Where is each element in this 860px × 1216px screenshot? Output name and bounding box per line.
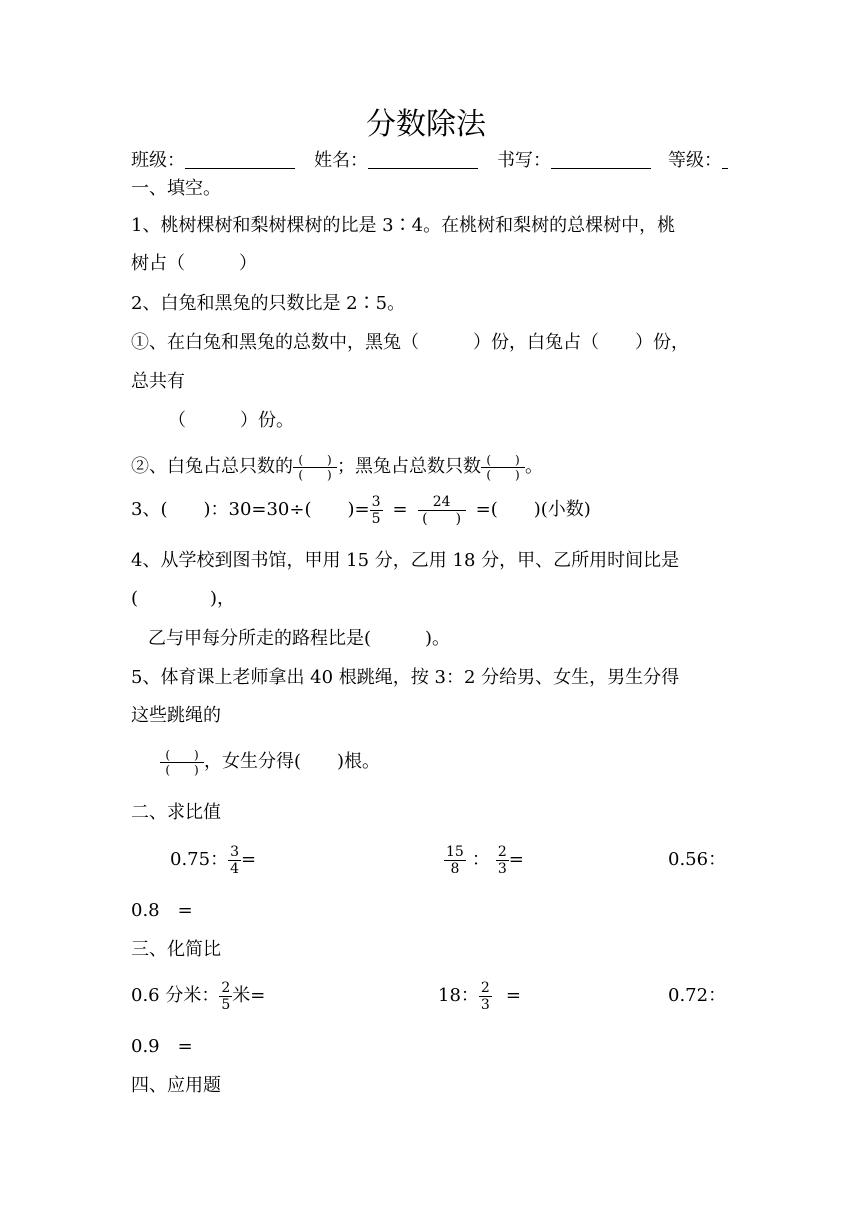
section1-heading: 一、填空。 xyxy=(131,178,221,199)
q3-line xyxy=(131,490,591,530)
grade-field xyxy=(668,150,728,172)
writing-field xyxy=(497,150,651,172)
fraction-denominator[interactable]: ( ) xyxy=(422,510,462,527)
class-blank[interactable] xyxy=(185,150,295,169)
s3-fraction-2-3 xyxy=(479,980,492,1013)
fraction-numerator[interactable]: ( ) xyxy=(160,748,204,763)
q2b-fraction-white xyxy=(293,453,337,482)
section4-heading: 四、应用题 xyxy=(131,1075,221,1096)
fraction-numerator: 2 xyxy=(221,979,231,996)
name-blank[interactable] xyxy=(368,150,478,169)
section3-heading: 三、化简比 xyxy=(131,939,221,960)
fraction-numerator[interactable]: ( ) xyxy=(293,453,337,468)
q2-intro: 2、白兔和黑兔的只数比是 2∶5。 xyxy=(131,293,406,314)
fraction-numerator: 3 xyxy=(230,843,239,860)
q2b-line xyxy=(131,448,543,486)
fraction-numerator: 3 xyxy=(371,493,381,510)
q2a-line3: （ ）份。 xyxy=(168,410,294,431)
q4-line2: ( )， xyxy=(131,588,236,609)
expr-colon: ： xyxy=(471,849,490,870)
expr-equals: = xyxy=(508,849,524,870)
fraction-numerator: 2 xyxy=(497,843,507,860)
s3-expr3-left: 0.72： xyxy=(668,985,727,1006)
q5-line2: 这些跳绳的 xyxy=(131,705,221,726)
s2-fraction-3-4 xyxy=(228,844,241,877)
q4-line1: 4、从学校到图书馆，甲用 15 分，乙用 18 分，甲、乙所用时间比是 xyxy=(131,550,680,571)
grade-blank[interactable] xyxy=(722,150,728,169)
q1-line1: 1、桃树棵树和梨树棵树的比是 3∶4。在桃树和梨树的总棵树中，桃 xyxy=(131,215,676,236)
grade-label: 等级： xyxy=(668,150,722,171)
q3-tail: =( )(小数) xyxy=(475,499,591,520)
s3-expr1 xyxy=(131,976,265,1016)
q1-line2: 树占（ ） xyxy=(131,253,257,274)
fraction-numerator: 2 xyxy=(480,979,490,996)
q2b-fraction-black xyxy=(481,453,525,482)
class-field xyxy=(131,150,295,172)
writing-label: 书写： xyxy=(497,150,551,171)
page-title: 分数除法 xyxy=(366,107,486,142)
q3-text: 3、( )：30=30÷( )= xyxy=(131,499,370,520)
q3-equals: = xyxy=(392,499,408,520)
fraction-denominator[interactable]: ( ) xyxy=(298,467,332,482)
name-label: 姓名： xyxy=(314,150,368,171)
fraction-denominator[interactable]: ( ) xyxy=(165,762,199,777)
fraction-numerator: 15 xyxy=(446,843,464,860)
s3-expr2 xyxy=(438,976,521,1016)
fraction-numerator[interactable]: ( ) xyxy=(481,453,525,468)
q2b-text1: ②、白兔占总只数的 xyxy=(131,456,293,477)
class-label: 班级： xyxy=(131,150,185,171)
q4-line3: 乙与甲每分所走的路程比是( )。 xyxy=(148,628,451,649)
s3-fraction-2-5 xyxy=(219,980,232,1013)
writing-blank[interactable] xyxy=(551,150,651,169)
q5-tail: ，女生分得( )根。 xyxy=(204,751,381,772)
expr-text: 18： xyxy=(438,985,479,1006)
q2b-text3: 。 xyxy=(525,456,543,477)
q5-fraction xyxy=(160,748,204,777)
q2a-line1: ①、在白兔和黑兔的总数中，黑兔（ ）份，白兔占（ ）份， xyxy=(131,332,689,353)
s3-expr3-cont: 0.9 = xyxy=(131,1036,211,1057)
expr-text: 0.75： xyxy=(170,849,229,870)
expr-equals: = xyxy=(241,849,257,870)
s2-expr2 xyxy=(444,840,524,880)
expr-text: 米= xyxy=(232,985,266,1006)
fraction-denominator: 3 xyxy=(497,860,507,877)
name-field xyxy=(314,150,478,172)
section2-heading: 二、求比值 xyxy=(131,802,221,823)
q2b-text2: ；黑兔占总数只数 xyxy=(337,456,481,477)
fraction-numerator: 24 xyxy=(418,494,466,511)
fraction-denominator: 5 xyxy=(221,996,231,1013)
fraction-denominator: 3 xyxy=(480,996,490,1013)
q5-line1: 5、体育课上老师拿出 40 根跳绳，按 3：2 分给男、女生，男生分得 xyxy=(131,667,680,688)
fraction-denominator: 5 xyxy=(371,510,381,527)
fraction-denominator[interactable]: ( ) xyxy=(486,467,520,482)
expr-text: 0.6 分米： xyxy=(131,985,220,1006)
s2-fraction-15-8 xyxy=(444,844,466,877)
s2-expr3-cont: 0.8 = xyxy=(131,900,211,921)
expr-equals: = xyxy=(505,985,521,1006)
fraction-denominator: 4 xyxy=(230,860,239,877)
q5-line3 xyxy=(160,742,380,782)
s2-fraction-2-3 xyxy=(496,844,509,877)
fraction-denominator: 8 xyxy=(450,860,460,877)
q3-fraction-24 xyxy=(418,494,466,527)
q2a-line2: 总共有 xyxy=(131,371,185,392)
s2-expr3-left: 0.56： xyxy=(668,849,727,870)
s2-expr1 xyxy=(170,840,256,880)
q3-fraction-3-5 xyxy=(370,494,383,527)
